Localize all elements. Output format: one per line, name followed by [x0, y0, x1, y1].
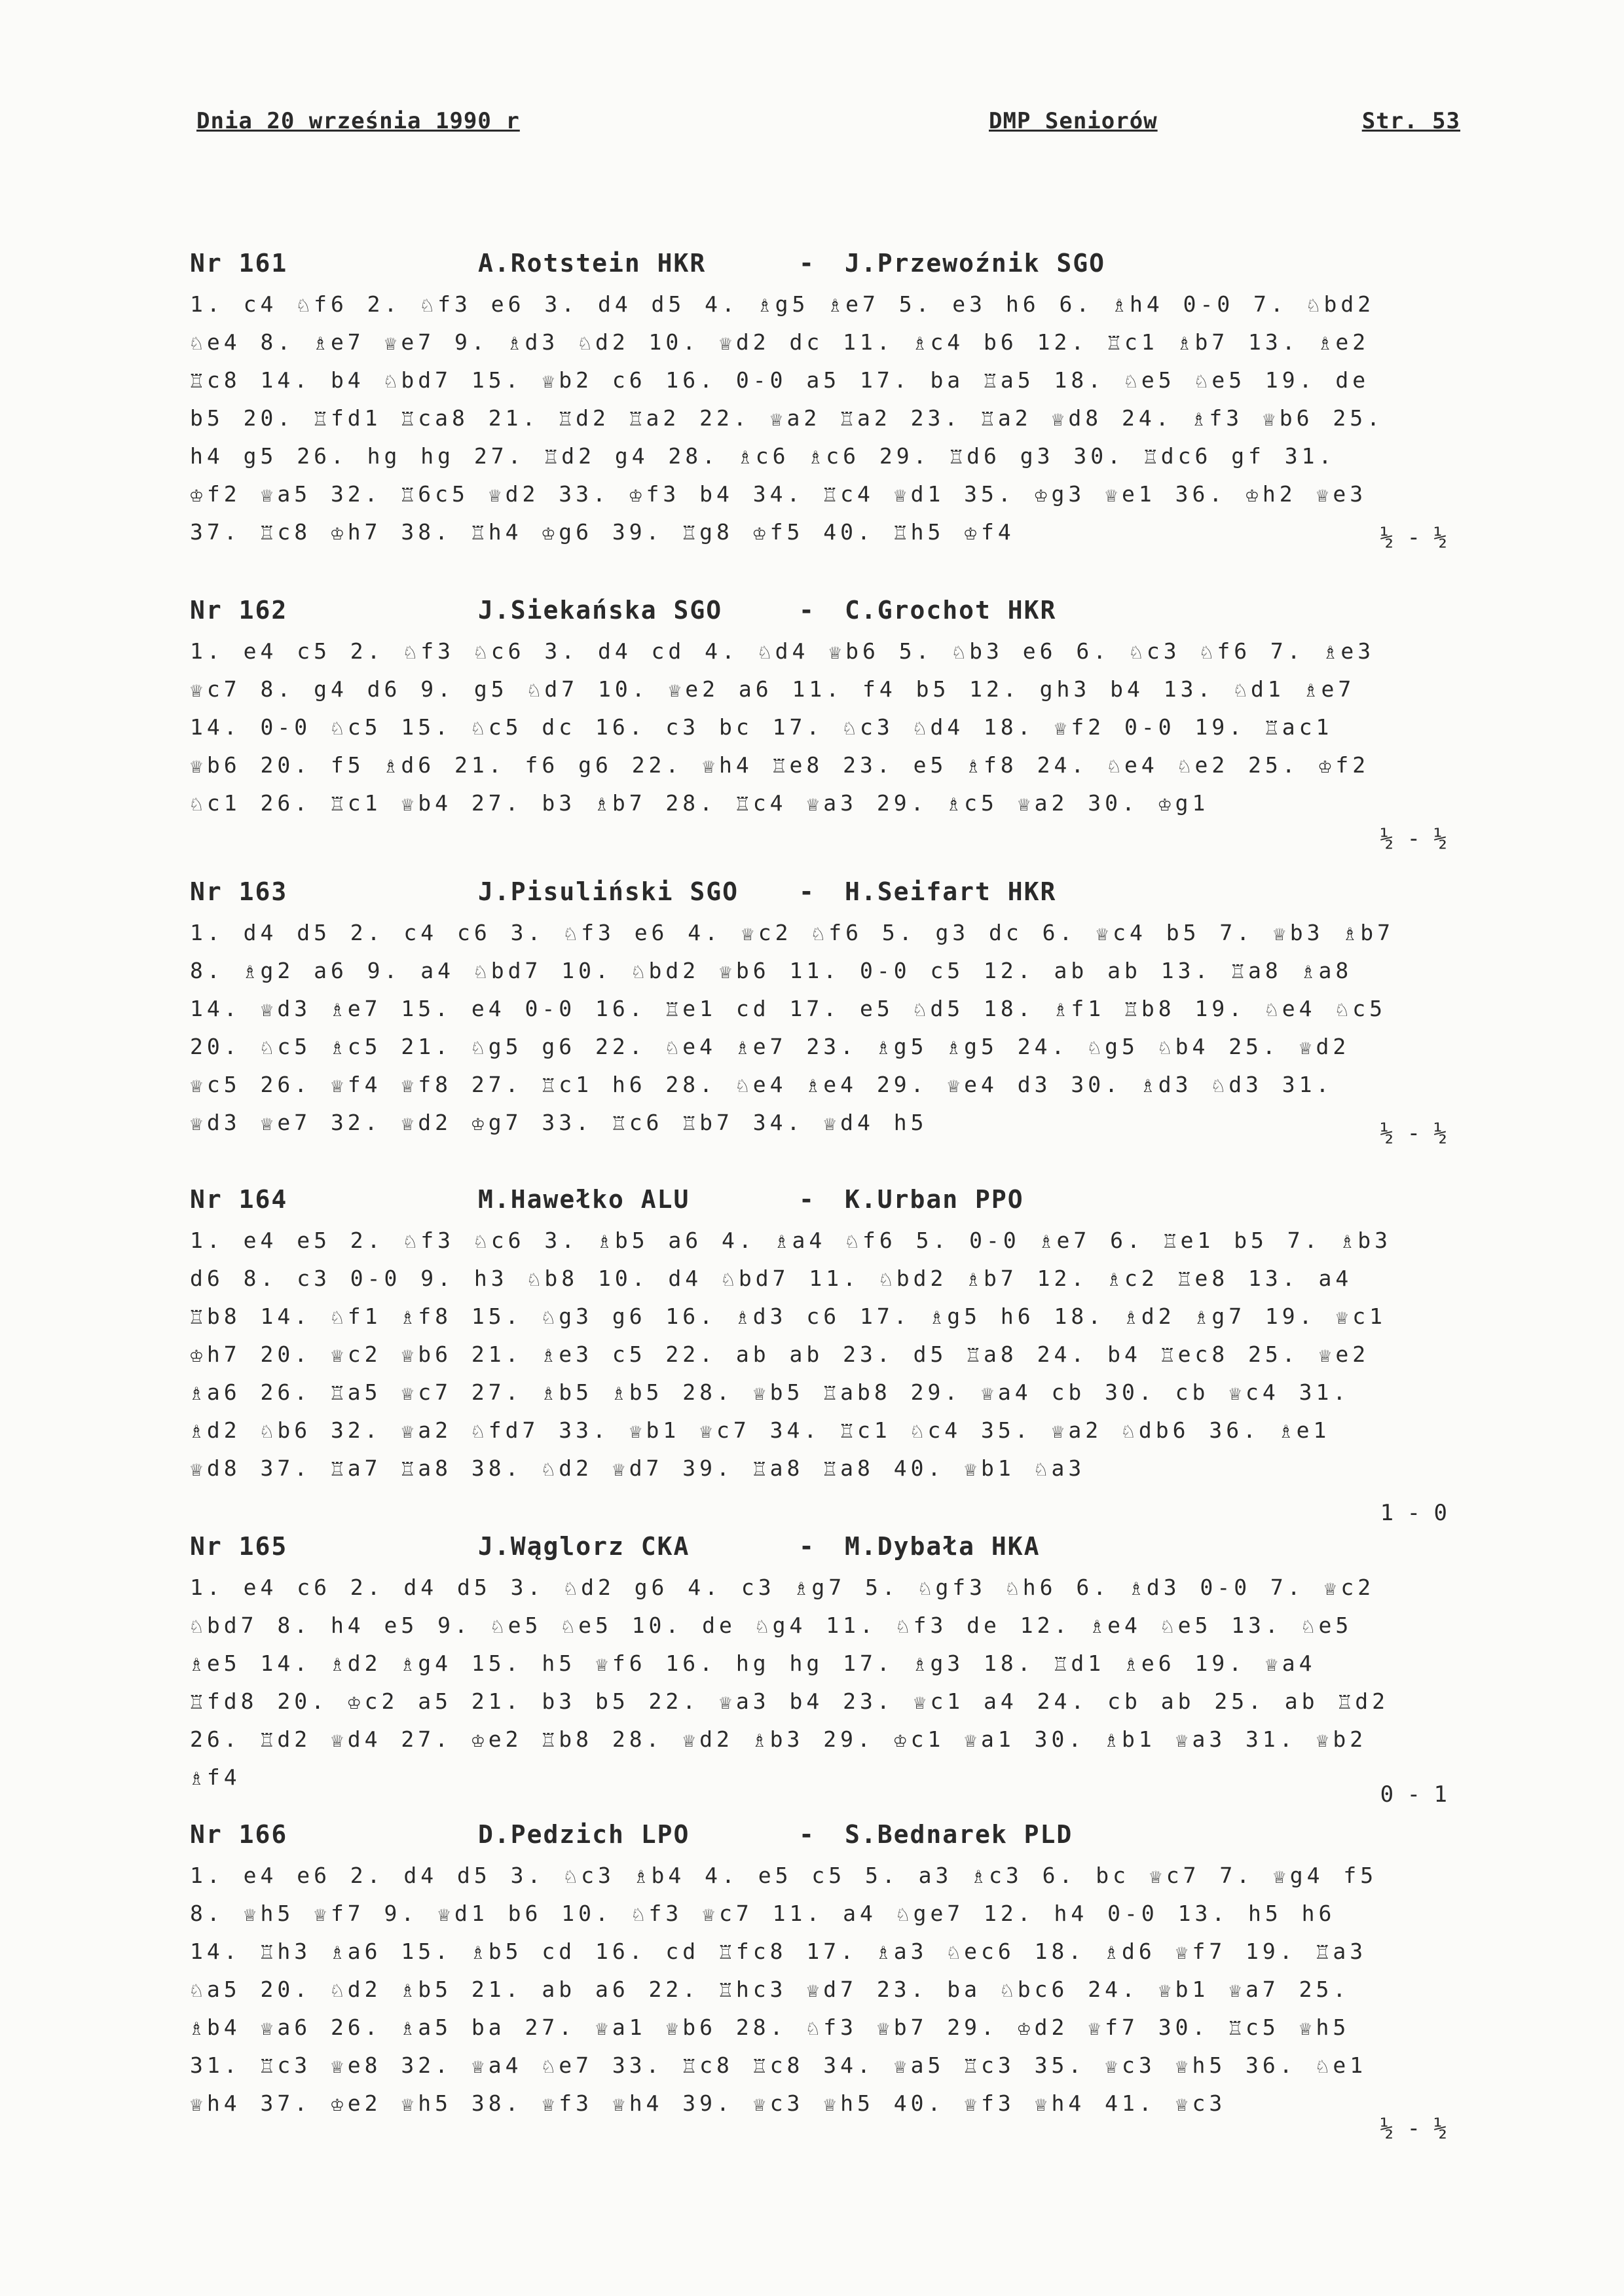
page-header [196, 108, 1460, 147]
game-block [190, 249, 1460, 556]
game-moves: 1. e4 c6 2. d4 d5 3. ♘d2 g6 4. c3 ♗g7 5. ♘gf3 ♘h6 6. ♗d3 0-0 7. ♕c2 ♘bd7 8. h4 e5 9. ♘e5 ♘e5 10. de ♘g4 11. ♘f3 de 12. ♗e4 ♘e5 13. ♘e5 ♗e5 14. ♗d2 ♗g4 15. h5 ♕f6 16. hg hg 17. ♗g3 18. ♖d1 ♗e6 19. ♕a4 ♖fd8 20. ♔c2 a5 21. b3 b5 22. ♕a3 b4 23. ♕c1 a4 24. cb ab 25. ab ♖d2 26. ♖d2 ♕d4 27. ♔e2 ♖b8 28. ♕d2 ♗b3 29. ♔c1 ♕a1 30. ♗b1 ♕a3 31. ♕b2 ♗f4 [190, 1575, 1390, 1790]
white-player: J.Wąglorz CKA [478, 1532, 690, 1561]
black-player: K.Urban PPO [845, 1185, 1024, 1214]
game-heading [190, 1185, 1460, 1222]
black-player: C.Grochot HKR [845, 596, 1057, 625]
game-moves: 1. e4 c5 2. ♘f3 ♘c6 3. d4 cd 4. ♘d4 ♕b6 5. ♘b3 e6 6. ♘c3 ♘f6 7. ♗e3 ♕c7 8. g4 d6 9. g5 ♘d7 10. ♕e2 a6 11. f4 b5 12. gh3 b4 13. ♘d1 ♗e7 14. 0-0 ♘c5 15. ♘c5 dc 16. c3 bc 17. ♘c3 ♘d4 18. ♕f2 0-0 19. ♖ac1 ♕b6 20. f5 ♗d6 21. f6 g6 22. ♕h4 ♖e8 23. e5 ♗f8 24. ♘e4 ♘e2 25. ♔f2 ♘c1 26. ♖c1 ♕b4 27. b3 ♗b7 28. ♖c4 ♕a3 29. ♗c5 ♕a2 30. ♔g1 [190, 638, 1375, 816]
versus-separator: - [799, 596, 815, 625]
versus-separator: - [799, 877, 815, 906]
versus-separator: - [799, 1185, 815, 1214]
header-event: DMP Seniorów [989, 108, 1158, 134]
game-heading [190, 1820, 1460, 1857]
game-heading [190, 596, 1460, 632]
game-number: Nr 166 [190, 1820, 288, 1849]
game-block [190, 877, 1460, 1152]
game-result: ½ - ½ [1380, 826, 1447, 852]
game-number: Nr 165 [190, 1532, 288, 1561]
game-heading [190, 249, 1460, 285]
game-moves: 1. d4 d5 2. c4 c6 3. ♘f3 e6 4. ♕c2 ♘f6 5. g3 dc 6. ♕c4 b5 7. ♕b3 ♗b7 8. ♗g2 a6 9. a4 ♘bd7 10. ♘bd2 ♕b6 11. 0-0 c5 12. ab ab 13. ♖a8 ♗a8 14. ♕d3 ♗e7 15. e4 0-0 16. ♖e1 cd 17. e5 ♘d5 18. ♗f1 ♖b8 19. ♘e4 ♘c5 20. ♘c5 ♗c5 21. ♘g5 g6 22. ♘e4 ♗e7 23. ♗g5 ♗g5 24. ♘g5 ♘b4 25. ♕d2 ♕c5 26. ♕f4 ♕f8 27. ♖c1 h6 28. ♘e4 ♗e4 29. ♕e4 d3 30. ♗d3 ♘d3 31. ♕d3 ♕e7 32. ♕d2 ♔g7 33. ♖c6 ♖b7 34. ♕d4 h5 [190, 920, 1395, 1135]
white-player: J.Pisuliński SGO [478, 877, 739, 906]
header-page-number: Str. 53 [1361, 108, 1460, 134]
game-heading [190, 1532, 1460, 1569]
white-player: J.Siekańska SGO [478, 596, 723, 625]
game-number: Nr 162 [190, 596, 288, 625]
white-player: M.Hawełko ALU [478, 1185, 690, 1214]
game-result: 1 - 0 [1380, 1500, 1447, 1526]
header-date: Dnia 20 września 1990 r [196, 108, 520, 134]
versus-separator: - [799, 1532, 815, 1561]
game-block [190, 1820, 1460, 2147]
versus-separator: - [799, 1820, 815, 1849]
game-result: ½ - ½ [1380, 1120, 1447, 1146]
black-player: M.Dybała HKA [845, 1532, 1041, 1561]
black-player: S.Bednarek PLD [845, 1820, 1073, 1849]
game-moves: 1. e4 e5 2. ♘f3 ♘c6 3. ♗b5 a6 4. ♗a4 ♘f6 5. 0-0 ♗e7 6. ♖e1 b5 7. ♗b3 d6 8. c3 0-0 9. h3 ♘b8 10. d4 ♘bd7 11. ♘bd2 ♗b7 12. ♗c2 ♖e8 13. a4 ♖b8 14. ♘f1 ♗f8 15. ♘g3 g6 16. ♗d3 c6 17. ♗g5 h6 18. ♗d2 ♗g7 19. ♕c1 ♔h7 20. ♕c2 ♕b6 21. ♗e3 c5 22. ab ab 23. d5 ♖a8 24. b4 ♖ec8 25. ♕e2 ♗a6 26. ♖a5 ♕c7 27. ♗b5 ♗b5 28. ♕b5 ♖ab8 29. ♕a4 cb 30. cb ♕c4 31. ♗d2 ♘b6 32. ♕a2 ♘fd7 33. ♕b1 ♕c7 34. ♖c1 ♘c4 35. ♕a2 ♘db6 36. ♗e1 ♕d8 37. ♖a7 ♖a8 38. ♘d2 ♕d7 39. ♖a8 ♖a8 40. ♕b1 ♘a3 [190, 1228, 1392, 1481]
game-block [190, 596, 1460, 858]
game-heading [190, 877, 1460, 914]
black-player: H.Seifart HKR [845, 877, 1057, 906]
white-player: D.Pedzich LPO [478, 1820, 690, 1849]
game-number: Nr 163 [190, 877, 288, 906]
game-result: ½ - ½ [1380, 524, 1447, 551]
game-block [190, 1532, 1460, 1813]
game-result: ½ - ½ [1380, 2115, 1447, 2141]
game-number: Nr 164 [190, 1185, 288, 1214]
game-block [190, 1185, 1460, 1532]
versus-separator: - [799, 249, 815, 278]
game-moves: 1. e4 e6 2. d4 d5 3. ♘c3 ♗b4 4. e5 c5 5. a3 ♗c3 6. bc ♕c7 7. ♕g4 f5 8. ♕h5 ♕f7 9. ♕d1 b6 10. ♘f3 ♕c7 11. a4 ♘ge7 12. h4 0-0 13. h5 h6 14. ♖h3 ♗a6 15. ♗b5 cd 16. cd ♖fc8 17. ♗a3 ♘ec6 18. ♗d6 ♕f7 19. ♖a3 ♘a5 20. ♘d2 ♗b5 21. ab a6 22. ♖hc3 ♕d7 23. ba ♘bc6 24. ♕b1 ♕a7 25. ♗b4 ♕a6 26. ♗a5 ba 27. ♕a1 ♕b6 28. ♘f3 ♕b7 29. ♔d2 ♕f7 30. ♖c5 ♕h5 31. ♖c3 ♕e8 32. ♕a4 ♘e7 33. ♖c8 ♖c8 34. ♕a5 ♖c3 35. ♕c3 ♕h5 36. ♘e1 ♕h4 37. ♔e2 ♕h5 38. ♕f3 ♕h4 39. ♕c3 ♕h5 40. ♕f3 ♕h4 41. ♕c3 [190, 1863, 1378, 2116]
white-player: A.Rotstein HKR [478, 249, 707, 278]
game-number: Nr 161 [190, 249, 288, 278]
game-moves: 1. c4 ♘f6 2. ♘f3 e6 3. d4 d5 4. ♗g5 ♗e7 5. e3 h6 6. ♗h4 0-0 7. ♘bd2 ♘e4 8. ♗e7 ♕e7 9. ♗d3 ♘d2 10. ♕d2 dc 11. ♗c4 b6 12. ♖c1 ♗b7 13. ♗e2 ♖c8 14. b4 ♘bd7 15. ♕b2 c6 16. 0-0 a5 17. ba ♖a5 18. ♘e5 ♘e5 19. de b5 20. ♖fd1 ♖ca8 21. ♖d2 ♖a2 22. ♕a2 ♖a2 23. ♖a2 ♕d8 24. ♗f3 ♕b6 25. h4 g5 26. hg hg 27. ♖d2 g4 28. ♗c6 ♗c6 29. ♖d6 g3 30. ♖dc6 gf 31. ♔f2 ♕a5 32. ♖6c5 ♕d2 33. ♔f3 b4 34. ♖c4 ♕d1 35. ♔g3 ♕e1 36. ♔h2 ♕e3 37. ♖c8 ♔h7 38. ♖h4 ♔g6 39. ♖g8 ♔f5 40. ♖h5 ♔f4 [190, 291, 1384, 545]
black-player: J.Przewoźnik SGO [845, 249, 1106, 278]
game-result: 0 - 1 [1380, 1781, 1447, 1808]
